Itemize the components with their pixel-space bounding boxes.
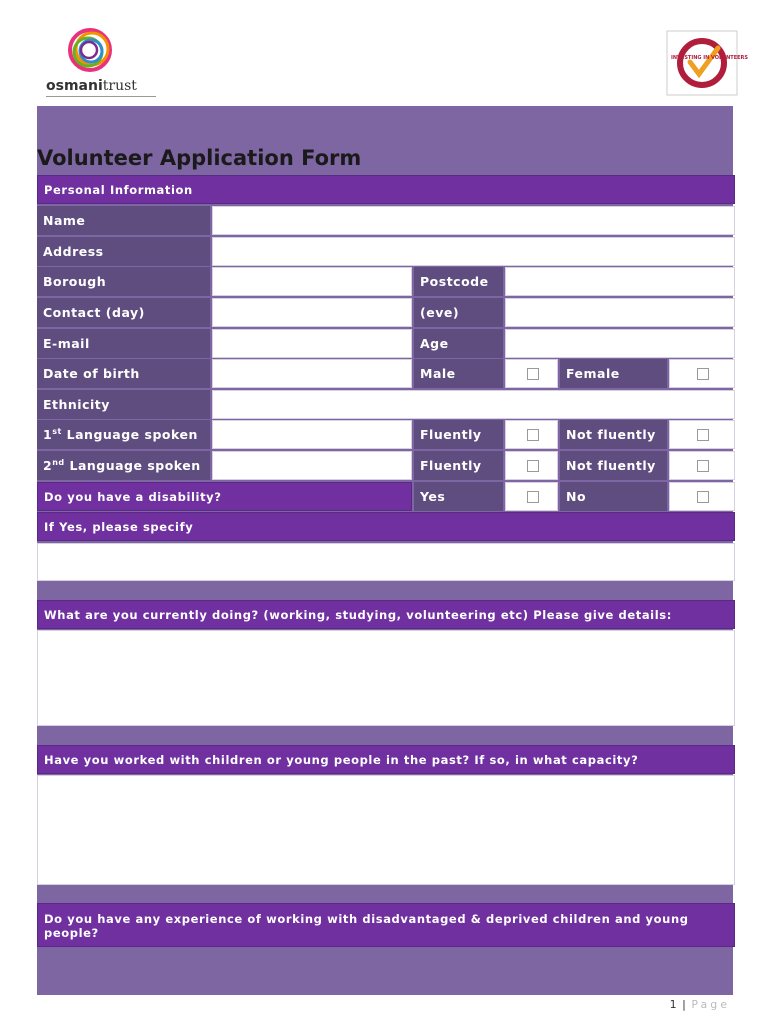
logo-underline (46, 96, 156, 97)
second-fluently-checkbox[interactable] (527, 460, 539, 472)
name-row (37, 206, 735, 237)
disability-yes-cell (505, 482, 558, 511)
first-language-field[interactable] (212, 420, 412, 449)
first-fluently-label: Fluently (414, 420, 503, 449)
disadvantaged-experience-row (37, 903, 735, 947)
if-yes-header: If Yes, please specify (37, 512, 735, 541)
name-field[interactable] (212, 206, 735, 235)
email-field[interactable] (212, 329, 412, 358)
postcode-label: Postcode (414, 267, 503, 296)
contact-day-field[interactable] (212, 298, 412, 327)
second-language-label: 2nd Language spoken (37, 451, 210, 480)
children-experience-row (37, 745, 735, 776)
borough-label: Borough (37, 267, 210, 296)
disability-no-cell (669, 482, 735, 511)
age-field[interactable] (505, 329, 735, 358)
current-activity-row (37, 600, 735, 631)
current-activity-question: What are you currently doing? (working, studying, volunteering etc) Please give details: (37, 600, 735, 629)
page-number: 1 (669, 998, 678, 1011)
borough-row (37, 267, 735, 298)
address-row (37, 237, 735, 268)
org-name: osmanitrust (46, 78, 137, 94)
borough-field[interactable] (212, 267, 412, 296)
disability-question: Do you have a disability? (37, 482, 412, 511)
disability-yes-checkbox[interactable] (527, 491, 539, 503)
female-cell (669, 359, 735, 388)
age-label: Age (414, 329, 503, 358)
second-not-fluently-checkbox[interactable] (697, 460, 709, 472)
osmani-trust-logo (38, 22, 158, 100)
investing-in-volunteers-logo (666, 30, 748, 96)
contact-eve-field[interactable] (505, 298, 735, 327)
first-not-fluently-label: Not fluently (560, 420, 667, 449)
ethnicity-field[interactable] (212, 390, 735, 419)
female-label: Female (560, 359, 667, 388)
page-separator: | (682, 998, 687, 1011)
male-checkbox[interactable] (527, 368, 539, 380)
iiv-badge-icon (666, 30, 748, 96)
second-not-fluently-cell (669, 451, 735, 480)
first-not-fluently-checkbox[interactable] (697, 429, 709, 441)
contact-day-label: Contact (day) (37, 298, 210, 327)
if-yes-row (37, 512, 735, 543)
second-language-row (37, 451, 735, 482)
current-activity-field[interactable] (37, 630, 735, 726)
page-word: Page (691, 998, 730, 1011)
ethnicity-label: Ethnicity (37, 390, 210, 419)
second-language-field[interactable] (212, 451, 412, 480)
first-fluently-cell (505, 420, 558, 449)
male-label: Male (414, 359, 503, 388)
personal-info-header: Personal Information (37, 175, 735, 204)
dob-row (37, 359, 735, 390)
page-footer-area (37, 995, 733, 1020)
postcode-field[interactable] (505, 267, 735, 296)
first-not-fluently-cell (669, 420, 735, 449)
page-footer (670, 998, 730, 1011)
form-title: Volunteer Application Form (37, 146, 362, 170)
second-fluently-label: Fluently (414, 451, 503, 480)
first-fluently-checkbox[interactable] (527, 429, 539, 441)
second-not-fluently-label: Not fluently (560, 451, 667, 480)
contact-eve-label: (eve) (414, 298, 503, 327)
disability-row (37, 482, 735, 513)
contact-row (37, 298, 735, 329)
children-experience-field[interactable] (37, 775, 735, 885)
disability-no-label: No (560, 482, 667, 511)
disability-yes-label: Yes (414, 482, 503, 511)
disadvantaged-experience-question: Do you have any experience of working with disadvantaged & deprived children and young people? (37, 903, 735, 947)
dob-label: Date of birth (37, 359, 210, 388)
disability-details-field[interactable] (37, 543, 735, 581)
ethnicity-row (37, 390, 735, 421)
dob-field[interactable] (212, 359, 412, 388)
first-language-label: 1st Language spoken (37, 420, 210, 449)
email-row (37, 329, 735, 360)
male-cell (505, 359, 558, 388)
disability-no-checkbox[interactable] (697, 491, 709, 503)
children-experience-question: Have you worked with children or young people in the past? If so, in what capacity? (37, 745, 735, 774)
iiv-logo-text: INVESTING IN VOLUNTEERS (671, 55, 748, 61)
address-label: Address (37, 237, 210, 266)
email-label: E-mail (37, 329, 210, 358)
name-label: Name (37, 206, 210, 235)
second-fluently-cell (505, 451, 558, 480)
personal-info-row (37, 175, 735, 206)
first-language-row (37, 420, 735, 451)
female-checkbox[interactable] (697, 368, 709, 380)
address-field[interactable] (212, 237, 735, 266)
